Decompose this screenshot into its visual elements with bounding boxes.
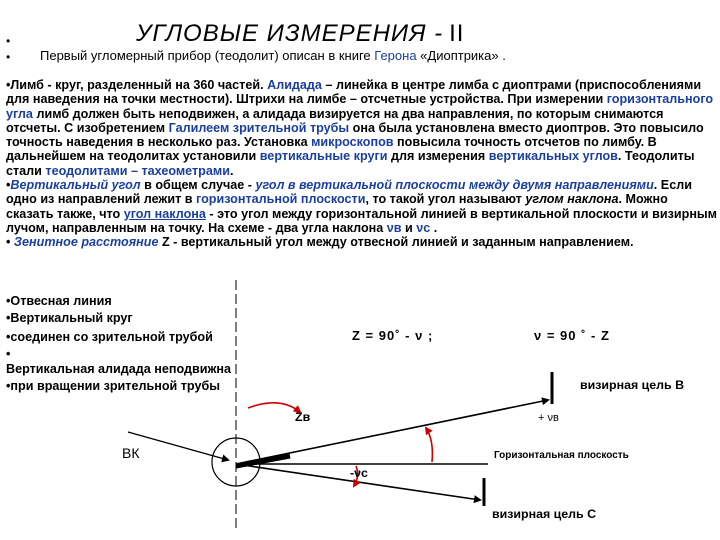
term-vertical-circles: вертикальные круги xyxy=(259,149,388,164)
para-p4: она была установлена вместо диоптров. Это повысило точность наведения в несколько раз. Установка xyxy=(6,120,704,150)
term-theodolites: теодолитами – тахеометрами xyxy=(45,163,230,178)
para-p11: , то такой угол называют xyxy=(365,192,526,207)
list-rotation: •при вращении зрительной трубы xyxy=(6,379,220,393)
arc-plus-vb xyxy=(426,428,432,462)
subtitle-before: Первый угломерный прибор (теодолит) описан в книге xyxy=(40,48,375,63)
label-minus-vc: -νс xyxy=(350,466,368,480)
term-microscopes: микроскопов xyxy=(311,135,394,150)
para-p12: . Можно сказать также, что xyxy=(6,192,668,221)
para-p5: повысила точность отсчетов по лимбу. В дальнейшем на теодолитах установили xyxy=(6,135,657,164)
term-horizontal-plane: горизонтальной плоскости xyxy=(196,192,366,207)
list-empty-bullet: • xyxy=(6,347,11,361)
title-roman: II xyxy=(449,20,465,47)
para-p9a: • xyxy=(6,178,11,193)
term-horizontal-angle: горизонтального угла xyxy=(6,92,714,121)
subtitle-bullet: • xyxy=(6,50,11,64)
para-p7: . Теодолиты стали xyxy=(6,149,695,178)
label-horizontal-plane: Горизонтальная плоскость xyxy=(494,450,629,461)
para-p3: лимб должен быть неподвижен, а алидада визируется на два направления, по которым снимаются отсчеты. С изобретением xyxy=(6,106,664,135)
list-plumb-line: •Отвесная линия xyxy=(6,294,112,308)
subtitle-heron: Герона xyxy=(374,48,417,63)
subtitle-after: «Диоптрика» . xyxy=(416,48,506,63)
label-plus-vb: + νв xyxy=(538,412,559,424)
label-target-c: визирная цель С xyxy=(492,507,597,521)
label-target-b: визирная цель В xyxy=(580,378,685,392)
para-p6: для измерения xyxy=(387,149,489,164)
list-alidade-fixed: Вертикальная алидада неподвижна xyxy=(6,362,232,376)
para-limb: •Лимб - круг, разделенный на 360 частей. xyxy=(6,78,268,92)
para-p2: – линейка в центре лимба с диоптрами (приспособлениями для наведения на точки местности). Штрихи на лимбе – отсчетные устройства. При измерении xyxy=(6,78,702,107)
para-p15: . xyxy=(430,220,438,235)
para-p13: - это угол между горизонтальной линией в вертикальной плоскости и визирным лучом, направленным на точку. На схеме - два угла наклона xyxy=(6,206,717,235)
label-vk: ВК xyxy=(122,445,140,461)
para-p8: . xyxy=(229,163,234,178)
term-vertical-angles: вертикальных углов xyxy=(488,149,618,164)
term-incl-angle-underlined: угол наклона xyxy=(123,206,206,221)
term-vertical-def: угол в вертикальной плоскости между двумя направлениями xyxy=(255,178,654,193)
arc-zenith xyxy=(248,403,300,412)
term-alidada: Алидада xyxy=(267,78,322,92)
vk-ray xyxy=(128,432,228,460)
para-p14: и xyxy=(401,220,417,235)
label-zb: Zв xyxy=(295,410,311,424)
list-connected-telescope: •соединен со зрительной трубой xyxy=(6,330,213,344)
formula-v: ν = 90 ˚ - Z xyxy=(534,328,610,343)
term-zenith: Зенитное расстояние xyxy=(13,235,159,250)
para-p10: . Если одно из направлений лежит в xyxy=(6,178,692,207)
term-galileo: Галилеем зрительной трубы xyxy=(168,120,350,135)
list-vertical-circle: •Вертикальный круг xyxy=(6,311,133,325)
term-incl-angle-italic: углом наклона xyxy=(525,192,619,207)
symbol-nu-c: νс xyxy=(416,220,431,235)
para-p9b: в общем случае - xyxy=(140,178,256,193)
title-bullet: • xyxy=(6,34,11,48)
para-p16b: Z - вертикальный угол между отвесной линией и заданным направлением. xyxy=(158,235,634,250)
title-main: УГЛОВЫЕ ИЗМЕРЕНИЯ - xyxy=(136,20,444,47)
term-vertical-angle: Вертикальный угол xyxy=(10,178,141,193)
para-p16a: • xyxy=(6,235,14,250)
formula-z: Z = 90˚ - ν ; xyxy=(352,328,434,343)
symbol-nu-b: νв xyxy=(386,220,402,235)
